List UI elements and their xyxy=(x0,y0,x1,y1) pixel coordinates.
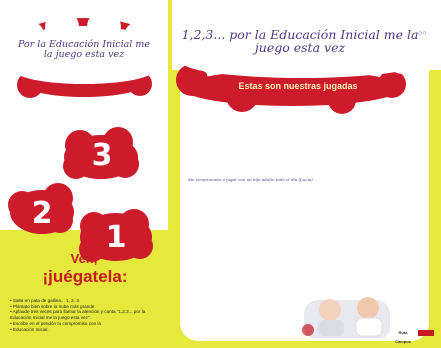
baby-head-left xyxy=(319,299,341,321)
poster-header-clouds xyxy=(172,0,441,120)
baby-body-left xyxy=(318,320,344,336)
title-cloud-bottom xyxy=(14,56,154,98)
baby-body-right xyxy=(356,318,382,336)
headline-juegatela: ¡juégatela: xyxy=(42,267,128,286)
instruction-item: • Escribe en el pendón tu compromiso con la xyxy=(10,321,160,327)
decoration-dots: ○○ xyxy=(418,30,427,37)
instruction-item: • Aplaude tres veces para llamar la atención y canta "1,2,3... por la Educación Inicial me la juego esta vez". xyxy=(10,309,160,320)
red-splash xyxy=(302,324,314,336)
ruta-campus-logo-right: Ruta Campus xyxy=(395,330,411,344)
number-2: 2 xyxy=(31,196,53,231)
poster-title: 1,2,3... por la Educación Inicial me la juego esta vez xyxy=(181,27,419,56)
instruction-item: • Educación Inicial. xyxy=(10,327,160,333)
instruction-item: • Plántate bien sobre la nube más grande. xyxy=(10,304,160,310)
headline-ven: Ven, xyxy=(70,251,98,266)
left-title: Por la Educación Inicial me la juego esta vez xyxy=(18,39,150,60)
babies-illustration xyxy=(300,290,400,342)
baby-head-right xyxy=(357,297,379,319)
handwritten-commitment: Me comprometo a jugar con mi hijo adulto todo el día (Lucía) xyxy=(188,177,313,182)
number-3: 3 xyxy=(91,138,113,173)
number-1: 1 xyxy=(105,220,127,255)
partner-logo-right xyxy=(418,330,434,336)
poster-subtitle: Estas son nuestras jugadas xyxy=(238,81,358,91)
instructions-list xyxy=(10,298,160,332)
instruction-item: • Salta en pata de gallina... 1, 2, 3. xyxy=(10,298,160,304)
